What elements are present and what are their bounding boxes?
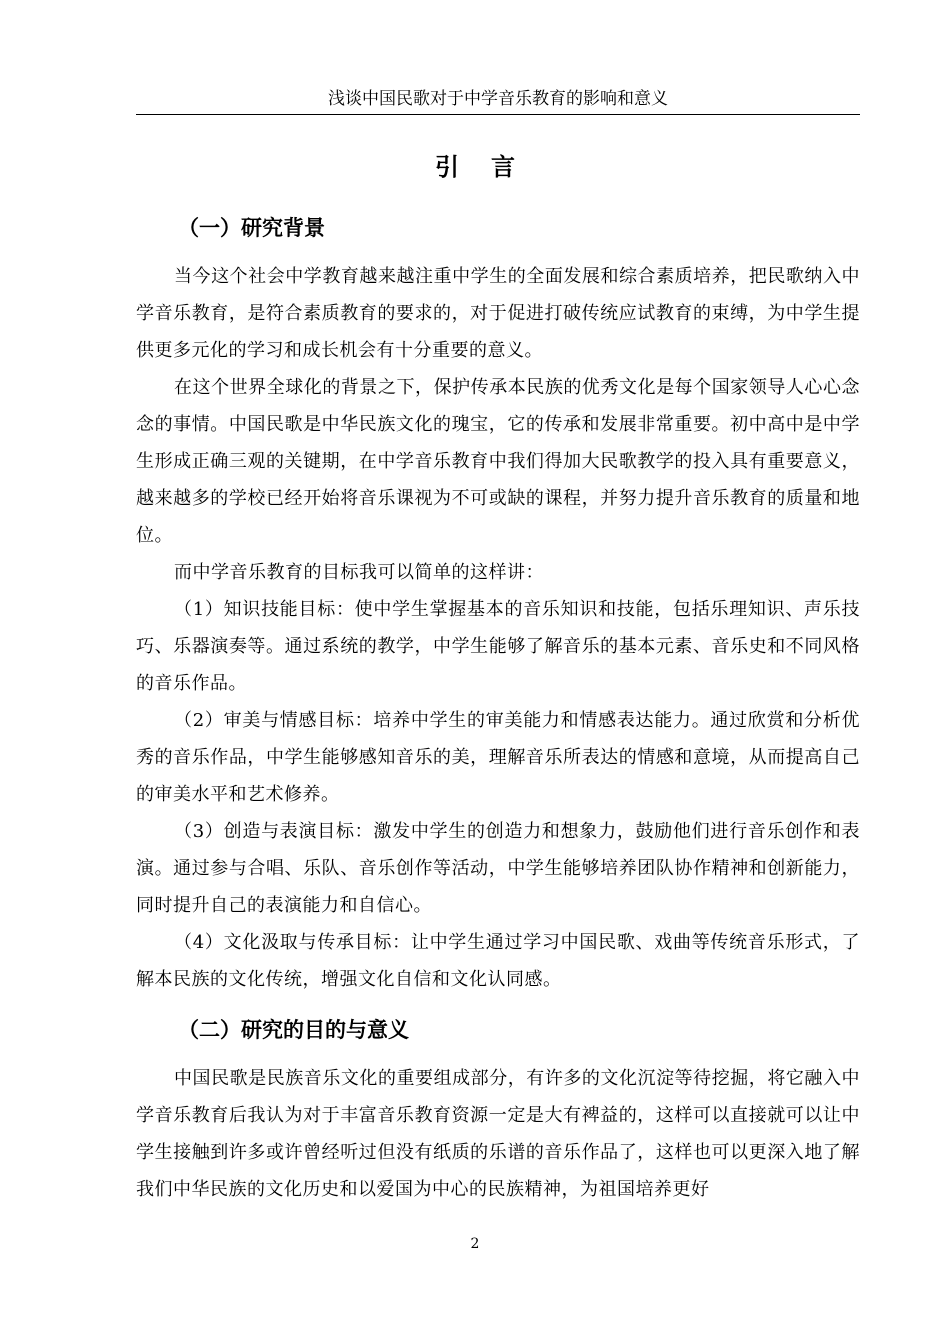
- section-heading-purpose: （二）研究的目的与意义: [178, 1018, 409, 1042]
- section-heading-background: （一）研究背景: [178, 216, 325, 240]
- body-paragraph: 当今这个社会中学教育越来越注重中学生的全面发展和综合素质培养，把民歌纳入中学音乐教育，是符合素质教育的要求的，对于促进打破传统应试教育的束缚，为中学生提供更多元化的学习和成长机会有十分重要的意义。: [136, 266, 860, 361]
- body-paragraph: 在这个世界全球化的背景之下，保护传承本民族的优秀文化是每个国家领导人心心念念的事情。中国民歌是中华民族文化的瑰宝，它的传承和发展非常重要。初中高中是中学生形成正确三观的关键期，在中学音乐教育中我们得加大民歌教学的投入具有重要意义，越来越多的学校已经开始将音乐课视为不可或缺的课程，并努力提升音乐教育的质量和地位。: [136, 377, 860, 546]
- list-item-aesthetics-emotion: （2）审美与情感目标：培养中学生的审美能力和情感表达能力。通过欣赏和分析优秀的音乐作品，中学生能够感知音乐的美，理解音乐所表达的情感和意境，从而提高自己的审美水平和艺术修养。: [136, 710, 860, 805]
- page-number: 2: [470, 1236, 480, 1252]
- body-paragraph: 而中学音乐教育的目标我可以简单的这样讲：: [174, 562, 544, 583]
- list-item-creation-performance: （3）创造与表演目标：激发中学生的创造力和想象力，鼓励他们进行音乐创作和表演。通过参与合唱、乐队、音乐创作等活动，中学生能够培养团队协作精神和创新能力，同时提升自己的表演能力和自信心。: [136, 821, 860, 916]
- body-paragraph: 中国民歌是民族音乐文化的重要组成部分，有许多的文化沉淀等待挖掘，将它融入中学音乐教育后我认为对于丰富音乐教育资源一定是大有裨益的，这样可以直接就可以让中学生接触到许多或许曾经听过但没有纸质的乐谱的音乐作品了，这样也可以更深入地了解我们中华民族的文化历史和以爱国为中心的民族精神，为祖国培养更好: [136, 1068, 860, 1200]
- running-header: 浅谈中国民歌对于中学音乐教育的影响和意义: [136, 88, 860, 115]
- page-title: 引言: [435, 153, 547, 181]
- list-item-knowledge-skills: （1）知识技能目标：使中学生掌握基本的音乐知识和技能，包括乐理知识、声乐技巧、乐器演奏等。通过系统的教学，中学生能够了解音乐的基本元素、音乐史和不同风格的音乐作品。: [136, 599, 860, 694]
- list-item-cultural-heritage: （4）文化汲取与传承目标：让中学生通过学习中国民歌、戏曲等传统音乐形式，了解本民族的文化传统，增强文化自信和文化认同感。: [136, 932, 860, 990]
